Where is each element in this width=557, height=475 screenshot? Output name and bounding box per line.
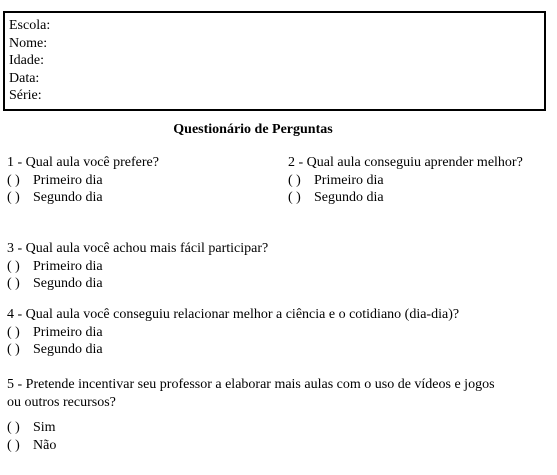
option-label: Não — [33, 437, 57, 453]
question-2-option-1[interactable] — [288, 172, 523, 190]
checkbox-mark[interactable]: ( ) — [7, 258, 20, 274]
checkbox-mark[interactable]: ( ) — [7, 342, 20, 357]
checkbox-mark[interactable]: ( ) — [7, 437, 20, 453]
grade-field: Série: — [9, 88, 42, 103]
option-label: Primeiro dia — [314, 172, 384, 188]
option-label: Segundo dia — [33, 190, 103, 205]
question-5-option-2[interactable] — [7, 437, 495, 455]
option-label: Segundo dia — [33, 342, 103, 357]
option-label: Primeiro dia — [33, 172, 103, 188]
age-field: Idade: — [9, 53, 44, 68]
question-3-option-2[interactable] — [7, 275, 268, 293]
question-4-text: 4 - Qual aula você conseguiu relacionar melhor a ciência e o cotidiano (dia-dia)? — [7, 307, 460, 322]
question-3 — [7, 240, 268, 293]
option-label: Primeiro dia — [33, 324, 103, 340]
student-info-box — [3, 11, 546, 111]
question-1-option-2[interactable] — [7, 189, 159, 207]
question-2-text: 2 - Qual aula conseguiu aprender melhor? — [288, 155, 523, 170]
checkbox-mark[interactable]: ( ) — [288, 190, 301, 205]
question-2-option-2[interactable] — [288, 189, 523, 207]
question-5 — [7, 376, 495, 454]
question-1-text: 1 - Qual aula você prefere? — [7, 155, 159, 170]
date-field: Data: — [9, 70, 40, 86]
question-4-option-2[interactable] — [7, 341, 459, 359]
question-5-option-1[interactable] — [7, 419, 495, 437]
question-3-text: 3 - Qual aula você achou mais fácil participar? — [7, 241, 269, 256]
checkbox-mark[interactable]: ( ) — [7, 172, 20, 188]
question-3-option-1[interactable] — [7, 258, 268, 276]
question-5-text-line-1: 5 - Pretende incentivar seu professor a elaborar mais aulas com o uso de vídeos e jogos — [7, 377, 495, 392]
question-1 — [7, 154, 159, 207]
checkbox-mark[interactable]: ( ) — [288, 172, 301, 188]
checkbox-mark[interactable]: ( ) — [7, 324, 20, 340]
question-2 — [288, 154, 523, 207]
checkbox-mark[interactable]: ( ) — [7, 276, 20, 291]
option-label: Sim — [33, 420, 56, 435]
questionnaire-title: Questionário de Perguntas — [173, 122, 333, 137]
option-label: Primeiro dia — [33, 258, 103, 274]
question-4-option-1[interactable] — [7, 324, 459, 342]
spacer — [7, 411, 495, 419]
school-field: Escola: — [9, 18, 51, 33]
question-1-option-1[interactable] — [7, 172, 159, 190]
checkbox-mark[interactable]: ( ) — [7, 190, 20, 205]
question-4 — [7, 306, 459, 359]
question-5-text-line-2: ou outros recursos? — [7, 394, 116, 410]
option-label: Segundo dia — [33, 276, 103, 291]
name-field: Nome: — [9, 35, 48, 51]
option-label: Segundo dia — [314, 190, 384, 205]
checkbox-mark[interactable]: ( ) — [7, 420, 20, 435]
